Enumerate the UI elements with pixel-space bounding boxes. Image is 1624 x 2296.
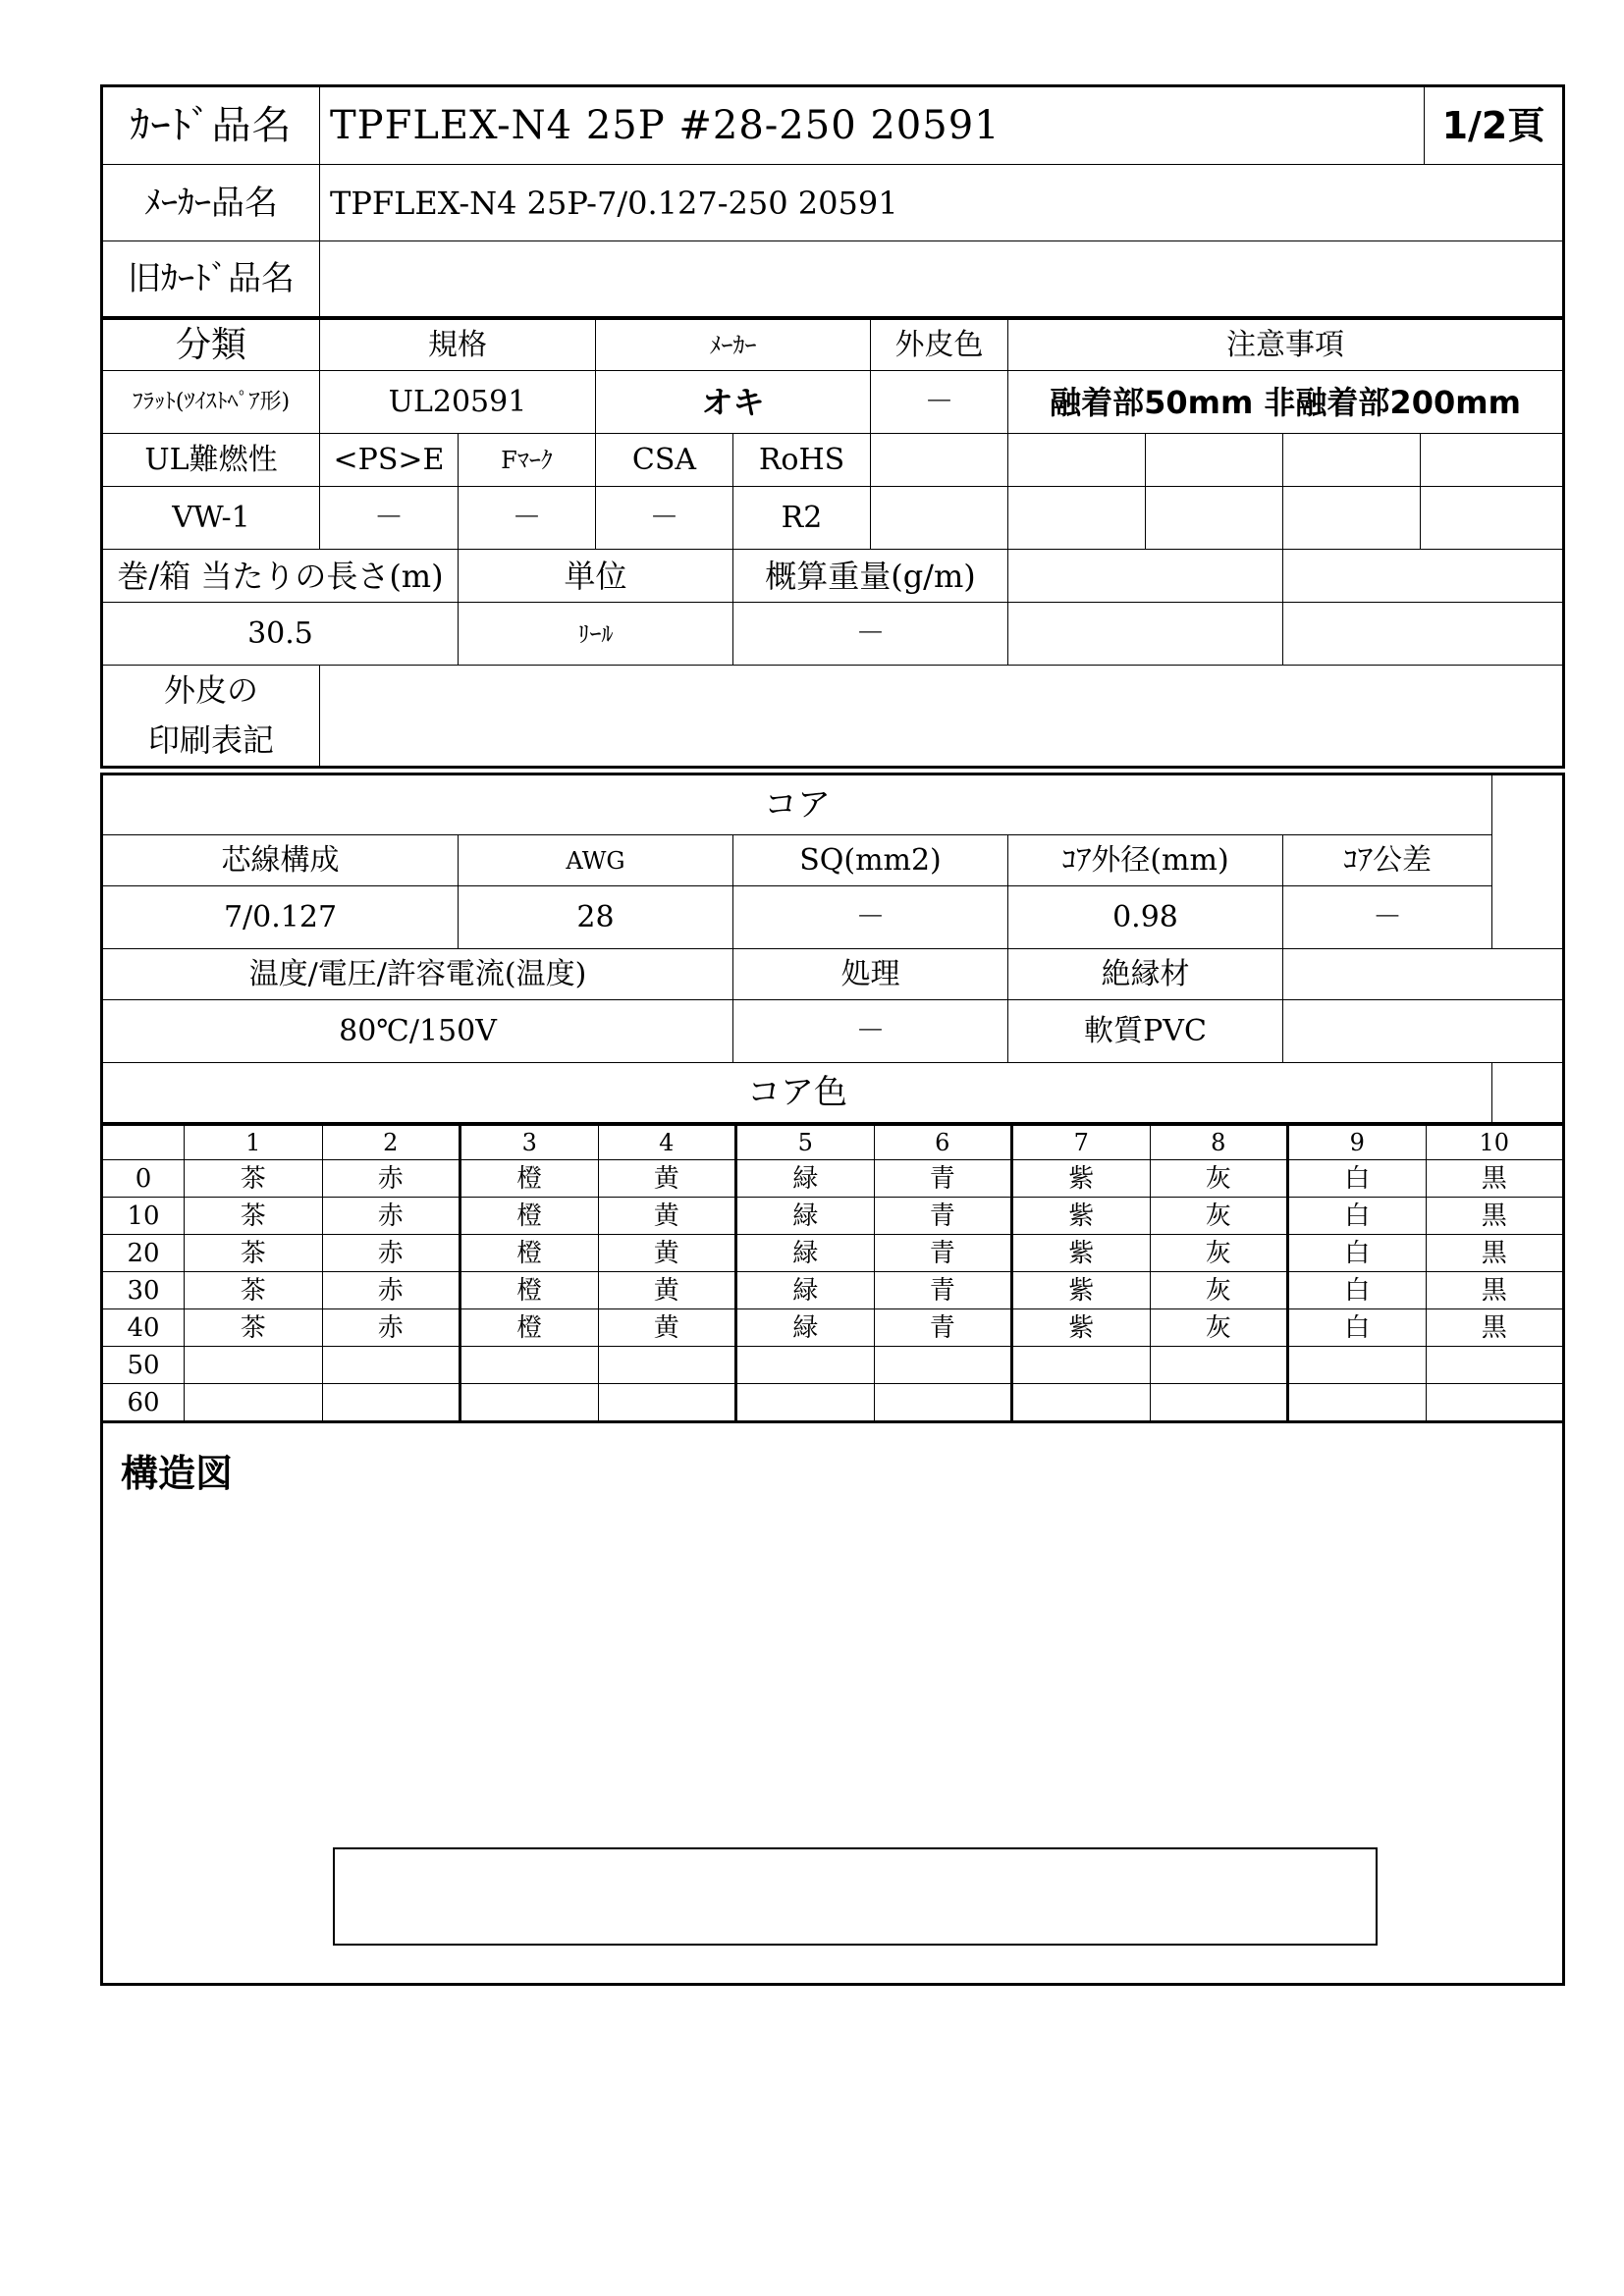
print-label-line2: 印刷表記	[147, 721, 274, 760]
awg-header: AWG	[459, 835, 733, 886]
row-label: 20	[102, 1235, 185, 1272]
core-color-row	[102, 1160, 1564, 1198]
unit-header: 単位	[459, 550, 733, 603]
core-color-cell: 黒	[1426, 1235, 1564, 1272]
column-header: 3	[460, 1126, 599, 1160]
core-color-cell: 黄	[598, 1235, 736, 1272]
core-color-cell: 茶	[185, 1198, 323, 1235]
core-color-cell: 白	[1288, 1272, 1427, 1309]
core-color-cell: 橙	[460, 1160, 599, 1198]
blank-cell	[1008, 434, 1146, 487]
header-table	[100, 84, 1565, 319]
ul-flame-value: VW-1	[102, 487, 320, 550]
blank-cell	[1283, 487, 1421, 550]
f-mark-value: －	[459, 487, 596, 550]
sheath-color-value: －	[871, 371, 1008, 434]
blank-cell	[871, 487, 1008, 550]
insulation-header: 絶縁材	[1008, 949, 1283, 1000]
core-color-cell	[460, 1347, 599, 1384]
core-color-cell: 橙	[460, 1198, 599, 1235]
core-color-cell	[1150, 1347, 1288, 1384]
core-color-cell: 白	[1288, 1235, 1427, 1272]
core-color-cell: 赤	[322, 1272, 460, 1309]
blank-cell	[1421, 434, 1564, 487]
core-color-cell: 黒	[1426, 1309, 1564, 1347]
spec-sheet	[100, 84, 1565, 1986]
core-color-cell	[1150, 1384, 1288, 1422]
column-header: 4	[598, 1126, 736, 1160]
core-color-cell	[598, 1384, 736, 1422]
length-per-reel-value: 30.5	[102, 603, 459, 666]
core-color-cell: 茶	[185, 1309, 323, 1347]
row-label: 0	[102, 1160, 185, 1198]
structure-area	[100, 1423, 1565, 1986]
core-table	[100, 773, 1565, 1125]
sq-header: SQ(mm2)	[733, 835, 1008, 886]
core-color-row	[102, 1309, 1564, 1347]
row-label: 60	[102, 1384, 185, 1422]
standard-value: UL20591	[320, 371, 596, 434]
old-card-name-label: 旧ｶｰﾄﾞ品名	[102, 241, 320, 318]
core-color-cell: 白	[1288, 1198, 1427, 1235]
column-header: 7	[1012, 1126, 1151, 1160]
core-color-cell: 青	[874, 1309, 1012, 1347]
structure-title: 構造図	[121, 1452, 234, 1496]
core-tolerance-header: ｺｱ公差	[1283, 835, 1492, 886]
core-color-cell: 青	[874, 1160, 1012, 1198]
f-mark-header: Fﾏｰｸ	[459, 434, 596, 487]
maker-value: オキ	[596, 371, 871, 434]
print-value	[320, 666, 1564, 768]
core-color-cell	[1012, 1384, 1151, 1422]
notes-header: 注意事項	[1008, 320, 1564, 371]
core-color-row	[102, 1384, 1564, 1422]
core-color-cell: 灰	[1150, 1272, 1288, 1309]
treatment-value: －	[733, 1000, 1008, 1063]
sq-value: －	[733, 886, 1008, 949]
blank-cell	[1146, 487, 1283, 550]
core-color-cell: 黄	[598, 1309, 736, 1347]
print-label-line1: 外皮の	[163, 671, 258, 709]
core-color-cell: 白	[1288, 1309, 1427, 1347]
core-color-cell: 灰	[1150, 1160, 1288, 1198]
unit-value: ﾘｰﾙ	[459, 603, 733, 666]
core-od-value: 0.98	[1008, 886, 1283, 949]
core-color-row	[102, 1235, 1564, 1272]
core-color-cell: 黒	[1426, 1198, 1564, 1235]
core-color-cell	[736, 1347, 875, 1384]
core-color-cell	[460, 1384, 599, 1422]
column-header: 9	[1288, 1126, 1427, 1160]
old-card-name-value	[320, 241, 1564, 318]
core-color-body	[102, 1126, 1564, 1422]
core-color-cell	[1012, 1347, 1151, 1384]
core-color-cell: 紫	[1012, 1309, 1151, 1347]
length-per-reel-header: 巻/箱 当たりの長さ(m)	[102, 550, 459, 603]
core-color-cell: 黄	[598, 1160, 736, 1198]
core-color-cell	[185, 1384, 323, 1422]
core-color-cell: 紫	[1012, 1160, 1151, 1198]
category-header: 分類	[102, 320, 320, 371]
maker-name-value: TPFLEX-N4 25P-7/0.127-250 20591	[320, 165, 1564, 241]
core-color-row	[102, 1272, 1564, 1309]
core-color-cell: 白	[1288, 1160, 1427, 1198]
sheath-color-header: 外皮色	[871, 320, 1008, 371]
blank-cell	[871, 434, 1008, 487]
blank-cell	[1283, 434, 1421, 487]
spec-table	[100, 319, 1565, 769]
core-color-cell	[598, 1347, 736, 1384]
core-color-cell: 緑	[736, 1235, 875, 1272]
pse-header: <PS>E	[320, 434, 459, 487]
core-color-cell: 茶	[185, 1160, 323, 1198]
maker-name-label: ﾒｰｶｰ品名	[102, 165, 320, 241]
conductor-header: 芯線構成	[102, 835, 459, 886]
standard-header: 規格	[320, 320, 596, 371]
core-color-cell: 黄	[598, 1198, 736, 1235]
blank-cell	[1008, 487, 1146, 550]
core-color-cell: 赤	[322, 1160, 460, 1198]
approx-weight-header: 概算重量(g/m)	[733, 550, 1008, 603]
row-label: 40	[102, 1309, 185, 1347]
blank-cell	[1146, 434, 1283, 487]
core-color-row	[102, 1198, 1564, 1235]
row-label: 50	[102, 1347, 185, 1384]
core-color-cell: 黒	[1426, 1272, 1564, 1309]
core-color-cell: 緑	[736, 1309, 875, 1347]
awg-value: 28	[459, 886, 733, 949]
blank-cell	[1283, 603, 1564, 666]
core-color-cell	[874, 1384, 1012, 1422]
treatment-header: 処理	[733, 949, 1008, 1000]
core-color-table	[100, 1125, 1565, 1423]
column-header: 5	[736, 1126, 875, 1160]
core-color-cell	[1426, 1384, 1564, 1422]
core-color-cell: 黒	[1426, 1160, 1564, 1198]
category-value: ﾌﾗｯﾄ(ﾂｲｽﾄﾍﾟｱ形)	[102, 371, 320, 434]
blank-cell	[1008, 603, 1283, 666]
print-label	[102, 666, 320, 768]
core-color-cell: 緑	[736, 1160, 875, 1198]
core-color-title: コア色	[102, 1063, 1492, 1124]
blank-cell	[1008, 550, 1283, 603]
column-header: 8	[1150, 1126, 1288, 1160]
corner-cell	[102, 1126, 185, 1160]
core-color-cell	[322, 1347, 460, 1384]
core-color-cell: 紫	[1012, 1272, 1151, 1309]
core-color-cell: 青	[874, 1235, 1012, 1272]
core-color-cell: 赤	[322, 1198, 460, 1235]
insulation-value: 軟質PVC	[1008, 1000, 1283, 1063]
ul-flame-header: UL難燃性	[102, 434, 320, 487]
row-label: 30	[102, 1272, 185, 1309]
pse-value: －	[320, 487, 459, 550]
column-header: 1	[185, 1126, 323, 1160]
core-color-cell	[1288, 1384, 1427, 1422]
temp-voltage-value: 80℃/150V	[102, 1000, 733, 1063]
core-color-cell: 緑	[736, 1198, 875, 1235]
approx-weight-value: －	[733, 603, 1008, 666]
core-color-cell: 灰	[1150, 1235, 1288, 1272]
core-color-cell	[1288, 1347, 1427, 1384]
rohs-header: RoHS	[733, 434, 871, 487]
csa-value: －	[596, 487, 733, 550]
core-color-row	[102, 1347, 1564, 1384]
maker-header: ﾒｰｶｰ	[596, 320, 871, 371]
core-color-cell: 灰	[1150, 1198, 1288, 1235]
column-header: 2	[322, 1126, 460, 1160]
conductor-value: 7/0.127	[102, 886, 459, 949]
temp-voltage-header: 温度/電圧/許容電流(温度)	[102, 949, 733, 1000]
core-color-cell: 緑	[736, 1272, 875, 1309]
core-color-cell	[874, 1347, 1012, 1384]
csa-header: CSA	[596, 434, 733, 487]
core-color-cell	[185, 1347, 323, 1384]
core-color-cell: 青	[874, 1198, 1012, 1235]
row-label: 10	[102, 1198, 185, 1235]
core-color-cell: 橙	[460, 1272, 599, 1309]
core-color-cell: 青	[874, 1272, 1012, 1309]
core-color-cell: 赤	[322, 1309, 460, 1347]
core-color-cell: 赤	[322, 1235, 460, 1272]
core-color-cell	[322, 1384, 460, 1422]
card-name-label: ｶｰﾄﾞ品名	[102, 86, 320, 165]
core-color-cell: 茶	[185, 1235, 323, 1272]
core-color-cell: 橙	[460, 1309, 599, 1347]
column-header: 6	[874, 1126, 1012, 1160]
blank-cell	[1283, 1000, 1564, 1063]
core-title: コア	[102, 774, 1492, 835]
core-color-cell: 紫	[1012, 1198, 1151, 1235]
core-color-cell: 茶	[185, 1272, 323, 1309]
notes-value: 融着部50mm 非融着部200mm	[1008, 371, 1564, 434]
core-color-cell	[736, 1384, 875, 1422]
blank-cell	[1283, 949, 1564, 1000]
core-tolerance-value: －	[1283, 886, 1492, 949]
blank-cell	[1283, 550, 1564, 603]
core-color-cell	[1426, 1347, 1564, 1384]
core-color-cell: 灰	[1150, 1309, 1288, 1347]
page-number: 1/2頁	[1425, 86, 1564, 165]
column-header: 10	[1426, 1126, 1564, 1160]
core-color-cell: 紫	[1012, 1235, 1151, 1272]
blank-cell	[1421, 487, 1564, 550]
rohs-value: R2	[733, 487, 871, 550]
structure-box	[333, 1847, 1378, 1946]
core-od-header: ｺｱ外径(mm)	[1008, 835, 1283, 886]
core-color-header-row	[102, 1126, 1564, 1160]
core-color-cell: 橙	[460, 1235, 599, 1272]
core-color-cell: 黄	[598, 1272, 736, 1309]
card-name-value: TPFLEX-N4 25P #28-250 20591	[320, 86, 1425, 165]
